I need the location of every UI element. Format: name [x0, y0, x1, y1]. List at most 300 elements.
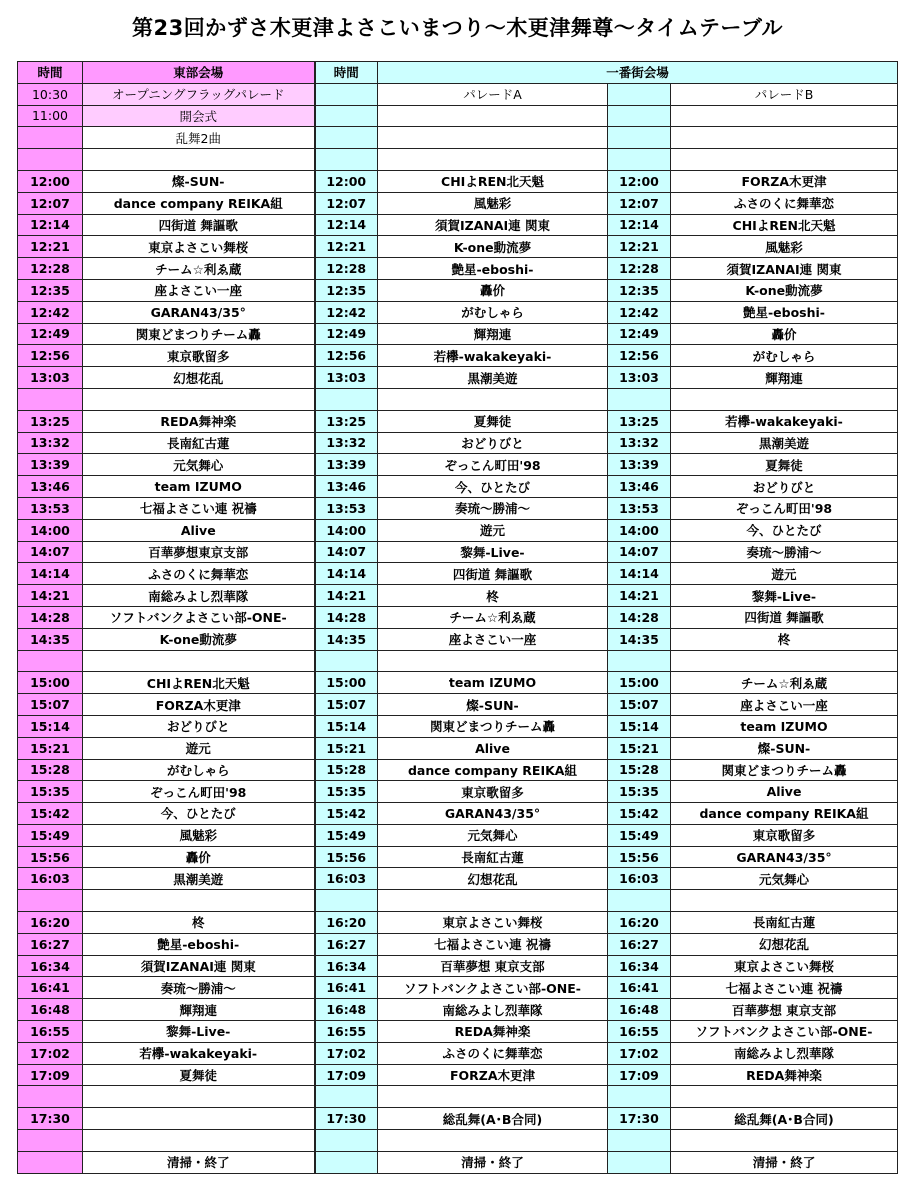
time-cell-parade-b: 16:03: [608, 868, 671, 890]
time-cell-parade-a: [315, 105, 378, 127]
time-cell-parade-b: 14:00: [608, 519, 671, 541]
performer-cell-east: 清掃・終了: [83, 1151, 315, 1173]
performer-cell-parade-a: 燦-SUN-: [378, 694, 608, 716]
time-cell-parade-a: [315, 127, 378, 149]
performer-cell-east: オープニングフラッグパレード: [83, 83, 315, 105]
performer-cell-parade-a: 四街道 舞謳歌: [378, 563, 608, 585]
performer-cell-parade-a: [378, 1086, 608, 1108]
time-cell-east: 16:27: [18, 933, 83, 955]
time-cell-parade-a: 13:32: [315, 432, 378, 454]
performer-cell-east: 黒潮美遊: [83, 868, 315, 890]
time-cell-parade-a: 16:34: [315, 955, 378, 977]
table-row: [18, 803, 898, 825]
time-cell-east: 13:53: [18, 497, 83, 519]
table-row: [18, 933, 898, 955]
performer-cell-east: 元気舞心: [83, 454, 315, 476]
time-cell-parade-a: 15:07: [315, 694, 378, 716]
performer-cell-parade-a: REDA舞神楽: [378, 1021, 608, 1043]
performer-cell-parade-b: 幻想花乱: [671, 933, 898, 955]
performer-cell-parade-b: 須賀IZANAI連 関東: [671, 258, 898, 280]
performer-cell-parade-b: 百華夢想 東京支部: [671, 999, 898, 1021]
performer-cell-parade-b: 艶星-eboshi-: [671, 301, 898, 323]
time-cell-parade-a: 12:56: [315, 345, 378, 367]
performer-cell-parade-a: チーム☆利ゑ蔵: [378, 606, 608, 628]
performer-cell-parade-a: 総乱舞(A･B合同): [378, 1108, 608, 1130]
time-cell-east: 12:42: [18, 301, 83, 323]
performer-cell-parade-a: dance company REIKA組: [378, 759, 608, 781]
table-row: [18, 781, 898, 803]
performer-cell-parade-b: [671, 1130, 898, 1152]
time-cell-parade-b: 13:39: [608, 454, 671, 476]
time-cell-parade-b: [608, 105, 671, 127]
time-cell-east: 13:46: [18, 476, 83, 498]
performer-cell-parade-a: 元気舞心: [378, 824, 608, 846]
performer-cell-parade-b: 奏琉～勝浦～: [671, 541, 898, 563]
table-row: [18, 497, 898, 519]
time-cell-parade-a: 17:09: [315, 1064, 378, 1086]
timetable: [17, 61, 898, 1174]
time-cell-east: 12:21: [18, 236, 83, 258]
time-header-left: 時間: [18, 62, 83, 84]
performer-cell-parade-b: 黎舞-Live-: [671, 585, 898, 607]
performer-cell-parade-b: CHIよREN北天魁: [671, 214, 898, 236]
performer-cell-east: 風魅彩: [83, 824, 315, 846]
performer-cell-parade-b: ソフトバンクよさこい部-ONE-: [671, 1021, 898, 1043]
performer-cell-east: 須賀IZANAI連 関東: [83, 955, 315, 977]
performer-cell-parade-b: 若欅-wakakeyaki-: [671, 410, 898, 432]
performer-cell-parade-b: 東京よさこい舞桜: [671, 955, 898, 977]
time-cell-east: 14:14: [18, 563, 83, 585]
time-cell-parade-a: 12:35: [315, 279, 378, 301]
table-row: [18, 672, 898, 694]
time-cell-east: 15:00: [18, 672, 83, 694]
time-cell-east: [18, 1151, 83, 1173]
performer-cell-parade-a: ソフトバンクよさこい部-ONE-: [378, 977, 608, 999]
time-cell-parade-b: 12:14: [608, 214, 671, 236]
performer-cell-east: ぞっこん町田'98: [83, 781, 315, 803]
performer-cell-parade-a: ぞっこん町田'98: [378, 454, 608, 476]
time-cell-parade-a: [315, 650, 378, 672]
time-cell-east: 12:14: [18, 214, 83, 236]
time-cell-parade-a: 17:02: [315, 1042, 378, 1064]
table-row: [18, 563, 898, 585]
time-cell-parade-b: 12:56: [608, 345, 671, 367]
performer-cell-parade-b: 東京歌留多: [671, 824, 898, 846]
performer-cell-parade-a: 南総みよし烈華隊: [378, 999, 608, 1021]
performer-cell-parade-b: パレードB: [671, 83, 898, 105]
performer-cell-east: FORZA木更津: [83, 694, 315, 716]
performer-cell-east: CHIよREN北天魁: [83, 672, 315, 694]
time-cell-parade-a: [315, 83, 378, 105]
performer-cell-parade-a: 輝翔連: [378, 323, 608, 345]
time-cell-parade-a: 12:28: [315, 258, 378, 280]
performer-cell-parade-b: おどりびと: [671, 476, 898, 498]
performer-cell-parade-b: 関東どまつりチーム轟: [671, 759, 898, 781]
performer-cell-parade-b: K-one動流夢: [671, 279, 898, 301]
time-cell-east: 17:09: [18, 1064, 83, 1086]
time-cell-east: 15:35: [18, 781, 83, 803]
time-cell-parade-b: [608, 127, 671, 149]
performer-cell-parade-a: team IZUMO: [378, 672, 608, 694]
performer-cell-parade-a: 幻想花乱: [378, 868, 608, 890]
performer-cell-parade-b: 遊元: [671, 563, 898, 585]
time-cell-parade-b: [608, 890, 671, 912]
time-cell-parade-a: 15:28: [315, 759, 378, 781]
performer-cell-parade-a: 関東どまつりチーム轟: [378, 715, 608, 737]
performer-cell-parade-a: がむしゃら: [378, 301, 608, 323]
time-cell-parade-b: 16:34: [608, 955, 671, 977]
performer-cell-parade-b: [671, 388, 898, 410]
performer-cell-parade-a: 艶星-eboshi-: [378, 258, 608, 280]
time-header-middle: 時間: [315, 62, 378, 84]
table-row: [18, 170, 898, 192]
time-cell-parade-b: [608, 1086, 671, 1108]
time-cell-parade-b: 12:42: [608, 301, 671, 323]
time-cell-east: 13:03: [18, 367, 83, 389]
performer-cell-east: [83, 388, 315, 410]
table-row: [18, 868, 898, 890]
performer-cell-parade-b: [671, 149, 898, 171]
time-cell-parade-b: 13:25: [608, 410, 671, 432]
table-row: [18, 83, 898, 105]
table-row: [18, 1042, 898, 1064]
time-cell-parade-a: 15:14: [315, 715, 378, 737]
performer-cell-parade-a: 七福よさこい連 祝禱: [378, 933, 608, 955]
performer-cell-parade-a: K-one動流夢: [378, 236, 608, 258]
time-cell-parade-a: 15:49: [315, 824, 378, 846]
time-cell-parade-a: 13:53: [315, 497, 378, 519]
performer-cell-parade-b: dance company REIKA組: [671, 803, 898, 825]
performer-cell-east: Alive: [83, 519, 315, 541]
table-row: [18, 1064, 898, 1086]
performer-cell-parade-b: ぞっこん町田'98: [671, 497, 898, 519]
performer-cell-east: おどりびと: [83, 715, 315, 737]
time-cell-parade-b: 16:55: [608, 1021, 671, 1043]
page-title: 第23回かずさ木更津よさこいまつり～木更津舞尊～タイムテーブル: [132, 16, 783, 40]
time-cell-east: 15:14: [18, 715, 83, 737]
table-row: [18, 846, 898, 868]
time-cell-parade-b: 14:35: [608, 628, 671, 650]
performer-cell-parade-b: 南総みよし烈華隊: [671, 1042, 898, 1064]
table-row: [18, 1021, 898, 1043]
performer-cell-parade-a: 今、ひとたび: [378, 476, 608, 498]
performer-cell-east: [83, 890, 315, 912]
table-row: [18, 149, 898, 171]
time-cell-parade-a: 13:25: [315, 410, 378, 432]
time-cell-parade-b: [608, 1130, 671, 1152]
time-cell-east: 16:41: [18, 977, 83, 999]
time-cell-east: 12:28: [18, 258, 83, 280]
time-cell-east: [18, 1086, 83, 1108]
performer-cell-east: 若欅-wakakeyaki-: [83, 1042, 315, 1064]
table-row: [18, 912, 898, 934]
table-row: [18, 105, 898, 127]
performer-cell-parade-b: 総乱舞(A･B合同): [671, 1108, 898, 1130]
performer-cell-parade-a: 東京歌留多: [378, 781, 608, 803]
table-row: [18, 279, 898, 301]
performer-cell-parade-b: REDA舞神楽: [671, 1064, 898, 1086]
table-row: [18, 476, 898, 498]
time-cell-east: 10:30: [18, 83, 83, 105]
performer-cell-parade-a: 轟价: [378, 279, 608, 301]
time-cell-parade-a: 14:07: [315, 541, 378, 563]
performer-cell-parade-a: 黒潮美遊: [378, 367, 608, 389]
time-cell-parade-a: 13:46: [315, 476, 378, 498]
time-cell-parade-b: 13:03: [608, 367, 671, 389]
time-cell-parade-a: [315, 1086, 378, 1108]
performer-cell-parade-b: FORZA木更津: [671, 170, 898, 192]
time-cell-parade-b: 12:35: [608, 279, 671, 301]
time-cell-east: 15:42: [18, 803, 83, 825]
time-cell-parade-a: 16:48: [315, 999, 378, 1021]
time-cell-parade-b: 16:41: [608, 977, 671, 999]
performer-cell-parade-a: 長南紅古蓮: [378, 846, 608, 868]
performer-cell-east: K-one動流夢: [83, 628, 315, 650]
table-row: [18, 388, 898, 410]
time-cell-east: 15:07: [18, 694, 83, 716]
time-cell-east: [18, 388, 83, 410]
time-cell-parade-b: [608, 388, 671, 410]
header-row: [18, 62, 898, 84]
time-cell-east: 14:28: [18, 606, 83, 628]
table-row: [18, 410, 898, 432]
time-cell-parade-b: 13:32: [608, 432, 671, 454]
performer-cell-parade-b: 元気舞心: [671, 868, 898, 890]
table-row: [18, 454, 898, 476]
table-row: [18, 955, 898, 977]
timetable-body: [18, 83, 898, 1173]
table-row: [18, 977, 898, 999]
table-row: [18, 824, 898, 846]
time-cell-parade-a: 12:07: [315, 192, 378, 214]
time-cell-parade-a: 16:41: [315, 977, 378, 999]
time-cell-east: 12:56: [18, 345, 83, 367]
time-cell-parade-b: [608, 650, 671, 672]
time-cell-parade-a: 14:35: [315, 628, 378, 650]
performer-cell-east: 百華夢想東京支部: [83, 541, 315, 563]
time-cell-parade-b: 14:07: [608, 541, 671, 563]
performer-cell-east: 夏舞徒: [83, 1064, 315, 1086]
performer-cell-parade-b: 風魅彩: [671, 236, 898, 258]
performer-cell-east: GARAN43/35°: [83, 301, 315, 323]
time-cell-parade-b: 15:21: [608, 737, 671, 759]
time-cell-east: 16:20: [18, 912, 83, 934]
performer-cell-east: REDA舞神楽: [83, 410, 315, 432]
performer-cell-parade-b: [671, 890, 898, 912]
time-cell-east: [18, 149, 83, 171]
time-cell-parade-b: 17:09: [608, 1064, 671, 1086]
performer-cell-east: [83, 149, 315, 171]
time-cell-east: 17:30: [18, 1108, 83, 1130]
performer-cell-parade-a: 黎舞-Live-: [378, 541, 608, 563]
performer-cell-parade-b: 柊: [671, 628, 898, 650]
performer-cell-parade-a: 須賀IZANAI連 関東: [378, 214, 608, 236]
time-cell-parade-b: 17:02: [608, 1042, 671, 1064]
performer-cell-parade-b: GARAN43/35°: [671, 846, 898, 868]
time-cell-east: 16:34: [18, 955, 83, 977]
time-cell-parade-b: [608, 1151, 671, 1173]
table-row: [18, 999, 898, 1021]
performer-cell-east: 東京よさこい舞桜: [83, 236, 315, 258]
time-cell-parade-a: 14:14: [315, 563, 378, 585]
time-cell-east: 12:49: [18, 323, 83, 345]
performer-cell-parade-a: 東京よさこい舞桜: [378, 912, 608, 934]
time-cell-parade-b: 15:49: [608, 824, 671, 846]
performer-cell-parade-b: 轟价: [671, 323, 898, 345]
time-cell-east: 14:00: [18, 519, 83, 541]
time-cell-east: 13:39: [18, 454, 83, 476]
performer-cell-parade-a: [378, 149, 608, 171]
time-cell-parade-a: 17:30: [315, 1108, 378, 1130]
time-cell-parade-a: 12:00: [315, 170, 378, 192]
time-cell-parade-a: 12:49: [315, 323, 378, 345]
table-row: [18, 214, 898, 236]
time-cell-east: [18, 890, 83, 912]
table-row: [18, 890, 898, 912]
performer-cell-parade-a: [378, 890, 608, 912]
performer-cell-east: 乱舞2曲: [83, 127, 315, 149]
performer-cell-parade-a: [378, 650, 608, 672]
time-cell-east: 16:48: [18, 999, 83, 1021]
time-cell-parade-a: 16:03: [315, 868, 378, 890]
performer-cell-parade-b: [671, 105, 898, 127]
time-cell-east: [18, 1130, 83, 1152]
table-row: [18, 345, 898, 367]
time-cell-parade-a: 14:00: [315, 519, 378, 541]
performer-cell-east: チーム☆利ゑ蔵: [83, 258, 315, 280]
performer-cell-parade-b: 今、ひとたび: [671, 519, 898, 541]
time-cell-east: 14:21: [18, 585, 83, 607]
performer-cell-parade-a: [378, 388, 608, 410]
performer-cell-parade-a: ふさのくに舞華恋: [378, 1042, 608, 1064]
table-row: [18, 759, 898, 781]
time-cell-parade-b: 15:56: [608, 846, 671, 868]
table-row: [18, 1086, 898, 1108]
table-row: [18, 236, 898, 258]
time-cell-parade-b: 12:00: [608, 170, 671, 192]
table-row: [18, 323, 898, 345]
performer-cell-parade-b: 清掃・終了: [671, 1151, 898, 1173]
time-cell-parade-a: 15:35: [315, 781, 378, 803]
performer-cell-east: ふさのくに舞華恋: [83, 563, 315, 585]
time-cell-east: 12:35: [18, 279, 83, 301]
performer-cell-parade-a: 座よさこい一座: [378, 628, 608, 650]
venue-header-ichibangai: 一番街会場: [378, 62, 898, 84]
performer-cell-east: 幻想花乱: [83, 367, 315, 389]
venue-header-east: 東部会場: [83, 62, 315, 84]
time-cell-parade-b: 15:14: [608, 715, 671, 737]
time-cell-parade-b: 13:53: [608, 497, 671, 519]
performer-cell-parade-a: [378, 127, 608, 149]
time-cell-parade-b: 12:28: [608, 258, 671, 280]
performer-cell-parade-b: 黒潮美遊: [671, 432, 898, 454]
performer-cell-parade-a: 若欅-wakakeyaki-: [378, 345, 608, 367]
performer-cell-east: 長南紅古蓮: [83, 432, 315, 454]
time-cell-east: 12:00: [18, 170, 83, 192]
time-cell-east: 14:35: [18, 628, 83, 650]
performer-cell-parade-b: 七福よさこい連 祝禱: [671, 977, 898, 999]
performer-cell-parade-a: Alive: [378, 737, 608, 759]
performer-cell-east: 開会式: [83, 105, 315, 127]
time-cell-parade-b: 15:00: [608, 672, 671, 694]
performer-cell-east: 四街道 舞謳歌: [83, 214, 315, 236]
time-cell-parade-a: 12:42: [315, 301, 378, 323]
time-cell-parade-b: 16:20: [608, 912, 671, 934]
time-cell-east: 14:07: [18, 541, 83, 563]
performer-cell-parade-a: 遊元: [378, 519, 608, 541]
table-row: [18, 737, 898, 759]
performer-cell-parade-a: CHIよREN北天魁: [378, 170, 608, 192]
time-cell-parade-b: 16:48: [608, 999, 671, 1021]
time-cell-east: 16:03: [18, 868, 83, 890]
performer-cell-east: 遊元: [83, 737, 315, 759]
performer-cell-parade-b: チーム☆利ゑ蔵: [671, 672, 898, 694]
performer-cell-east: 黎舞-Live-: [83, 1021, 315, 1043]
performer-cell-parade-b: [671, 1086, 898, 1108]
time-cell-east: 13:32: [18, 432, 83, 454]
time-cell-parade-b: 12:07: [608, 192, 671, 214]
time-cell-east: 15:28: [18, 759, 83, 781]
performer-cell-east: 艶星-eboshi-: [83, 933, 315, 955]
time-cell-parade-b: 15:35: [608, 781, 671, 803]
performer-cell-east: 轟价: [83, 846, 315, 868]
table-row: [18, 519, 898, 541]
time-cell-east: [18, 650, 83, 672]
time-cell-parade-a: 12:14: [315, 214, 378, 236]
time-cell-parade-a: 14:28: [315, 606, 378, 628]
table-row: [18, 694, 898, 716]
table-row: [18, 367, 898, 389]
time-cell-parade-a: 16:55: [315, 1021, 378, 1043]
table-row: [18, 541, 898, 563]
performer-cell-east: 輝翔連: [83, 999, 315, 1021]
performer-cell-east: 柊: [83, 912, 315, 934]
time-cell-parade-b: 15:42: [608, 803, 671, 825]
performer-cell-parade-b: ふさのくに舞華恋: [671, 192, 898, 214]
performer-cell-parade-b: [671, 127, 898, 149]
performer-cell-parade-a: [378, 1130, 608, 1152]
table-row: [18, 650, 898, 672]
performer-cell-parade-a: おどりびと: [378, 432, 608, 454]
performer-cell-parade-a: FORZA木更津: [378, 1064, 608, 1086]
time-cell-east: 15:49: [18, 824, 83, 846]
table-row: [18, 258, 898, 280]
time-cell-parade-a: 15:42: [315, 803, 378, 825]
performer-cell-east: 南総みよし烈華隊: [83, 585, 315, 607]
time-cell-parade-b: 13:46: [608, 476, 671, 498]
performer-cell-parade-b: Alive: [671, 781, 898, 803]
performer-cell-parade-a: 奏琉～勝浦～: [378, 497, 608, 519]
performer-cell-parade-b: [671, 650, 898, 672]
time-cell-parade-b: 12:21: [608, 236, 671, 258]
time-cell-parade-b: 14:21: [608, 585, 671, 607]
time-cell-parade-b: 16:27: [608, 933, 671, 955]
table-row: [18, 606, 898, 628]
table-row: [18, 585, 898, 607]
time-cell-east: 17:02: [18, 1042, 83, 1064]
performer-cell-east: [83, 1086, 315, 1108]
performer-cell-east: [83, 1130, 315, 1152]
performer-cell-parade-b: 座よさこい一座: [671, 694, 898, 716]
time-cell-east: 16:55: [18, 1021, 83, 1043]
time-cell-parade-a: 16:27: [315, 933, 378, 955]
time-cell-parade-b: 17:30: [608, 1108, 671, 1130]
performer-cell-parade-a: 柊: [378, 585, 608, 607]
performer-cell-parade-b: がむしゃら: [671, 345, 898, 367]
table-row: [18, 127, 898, 149]
performer-cell-east: ソフトバンクよさこい部-ONE-: [83, 606, 315, 628]
time-cell-parade-b: 15:07: [608, 694, 671, 716]
